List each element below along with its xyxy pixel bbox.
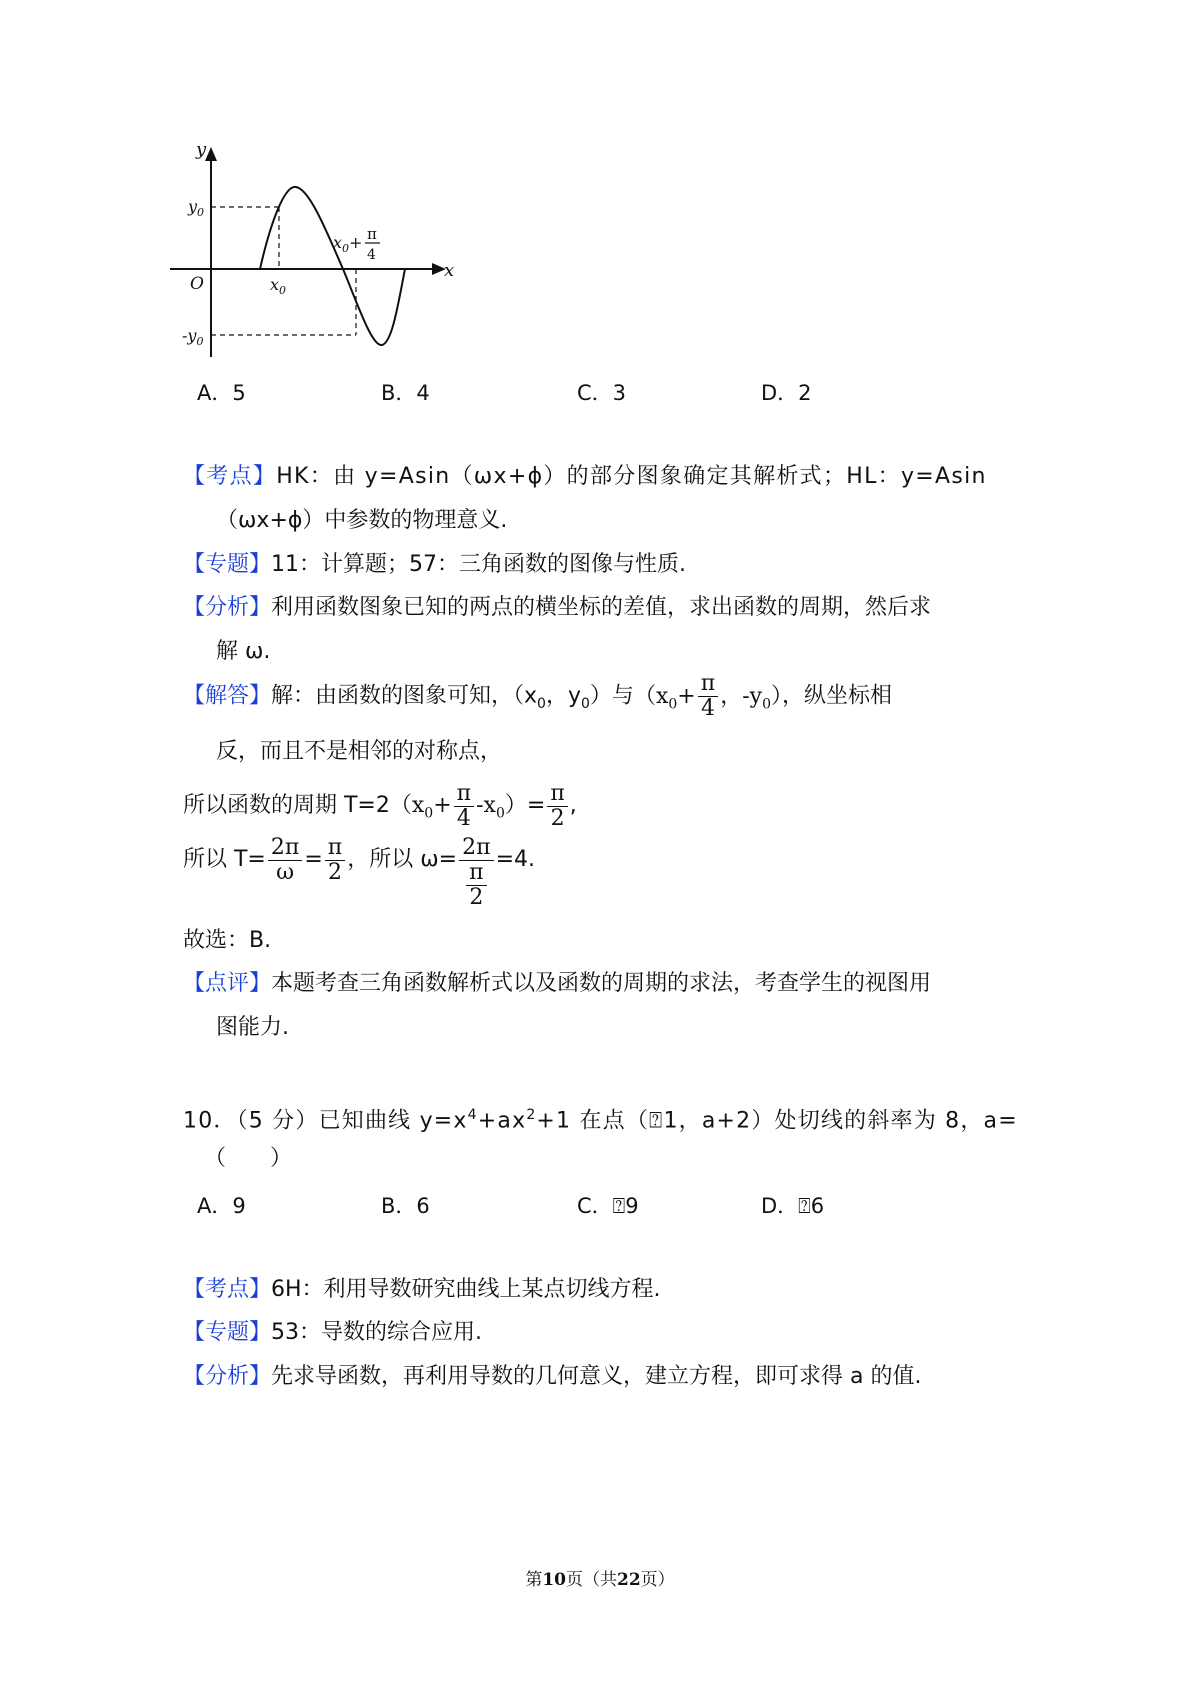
q10-option-d: D．⍰6 bbox=[761, 1194, 825, 1218]
q9-kaodian-line1 bbox=[183, 462, 987, 492]
q10-fenxi-text: 先求导函数，再利用导数的几何意义，建立方程，即可求得 a 的值. bbox=[271, 1364, 922, 1389]
q9-kaodian-line2: （ωx+ϕ）中参数的物理意义. bbox=[216, 508, 508, 533]
x0pi-num: π bbox=[367, 225, 377, 243]
sine-curve bbox=[260, 187, 405, 345]
q9-answer: 故选：B. bbox=[183, 928, 272, 953]
q9-dianping-line2: 图能力. bbox=[216, 1015, 289, 1040]
y-axis-label: y bbox=[196, 139, 207, 160]
q10-zhuanti bbox=[183, 1318, 482, 1348]
q10-option-c: C．⍰9 bbox=[577, 1194, 639, 1218]
dianping-tag: 【点评】 bbox=[183, 971, 272, 996]
x-axis-label: x bbox=[444, 260, 455, 281]
q9-option-d: D．2 bbox=[761, 381, 812, 405]
jieda-text-b: ，y bbox=[545, 683, 581, 709]
q9-jieda-line2: 反，而且不是相邻的对称点， bbox=[216, 739, 503, 764]
origin-label: O bbox=[190, 274, 204, 294]
q9-dianping-line1 bbox=[183, 969, 931, 999]
jieda-sub-a: 0 bbox=[537, 695, 546, 712]
q10-stem-line1: 10．（5 分）已知曲线 $y=x^4+ax^2+1$ 在点（⍰1，a+2）处切线的斜率为 8，a= bbox=[183, 1107, 1018, 1134]
q9-option-b: B．4 bbox=[381, 381, 430, 405]
q9-option-c: C．3 bbox=[577, 381, 627, 405]
q10-stem-line2: （ ） bbox=[204, 1146, 293, 1171]
sine-graph-figure bbox=[160, 135, 480, 385]
page-number: 10 bbox=[542, 1570, 566, 1590]
q9-omega-line: 所以 T= $\frac{2\pi}{\omega}$ = $\frac{\pi}{2}$ ，所以 ω= $\frac{2\pi}{\frac{\pi}{2}}$ =4. bbox=[183, 834, 536, 910]
q10-fenxi-tag: 【分析】 bbox=[183, 1364, 272, 1389]
kaodian-text: HK：由 y=Asin（ωx+ϕ）的部分图象确定其解析式；HL：y=Asin bbox=[276, 464, 987, 489]
dianping-text: 本题考查三角函数解析式以及函数的周期的求法，考查学生的视图用 bbox=[271, 971, 932, 996]
fenxi-tag: 【分析】 bbox=[183, 595, 272, 620]
jieda-text-c: ）与 bbox=[589, 683, 634, 709]
q9-period-line: 所以函数的周期 $T=2(x_0+$ $\frac{\pi}{4}$ $-x_0)=$ $\frac{\pi}{2}$ , bbox=[183, 780, 577, 831]
jieda-sub-b: 0 bbox=[581, 695, 590, 712]
q10-kaodian-text: 6H：利用导数研究曲线上某点切线方程. bbox=[271, 1277, 661, 1302]
y-axis-arrow bbox=[205, 147, 217, 161]
x0pi-den: 4 bbox=[367, 247, 376, 263]
fenxi-text: 利用函数图象已知的两点的横坐标的差值，求出函数的周期，然后求 bbox=[271, 595, 932, 620]
x0-plus-pi4-label: $x_0+$ bbox=[333, 233, 363, 255]
q9-fenxi-line2: 解 ω. bbox=[216, 639, 271, 664]
q10-zhuanti-text: 53：导数的综合应用. bbox=[271, 1320, 483, 1345]
q10-kaodian-tag: 【考点】 bbox=[183, 1277, 272, 1302]
q9-option-a: A．5 bbox=[197, 381, 246, 405]
q10-option-b: B．6 bbox=[381, 1194, 430, 1218]
page-total: 22 bbox=[617, 1570, 641, 1590]
q9-jieda-line1 bbox=[183, 672, 892, 726]
neg-y0-label: $-y_0$ bbox=[182, 326, 204, 348]
x0-label: $x_0$ bbox=[270, 275, 287, 297]
kaodian-tag: 【考点】 bbox=[183, 464, 277, 489]
y0-label: $y_0$ bbox=[188, 197, 205, 219]
zhuanti-text: 11：计算题；57：三角函数的图像与性质. bbox=[271, 552, 686, 577]
q10-option-a: A．9 bbox=[197, 1194, 246, 1218]
page-footer: 第10页（共22页） bbox=[525, 1570, 675, 1590]
jieda-tag: 【解答】 bbox=[183, 683, 272, 709]
q9-fenxi-line1 bbox=[183, 593, 931, 623]
q10-zhuanti-tag: 【专题】 bbox=[183, 1320, 272, 1345]
q10-fenxi bbox=[183, 1362, 921, 1392]
q10-kaodian bbox=[183, 1275, 661, 1305]
jieda-text-a: 解：由函数的图象可知，（x bbox=[271, 683, 538, 709]
jieda-point-formula: （$x_0+$ $\frac{\pi}{4}$ ，$-y_0$） bbox=[633, 671, 782, 721]
q9-zhuanti bbox=[183, 550, 686, 580]
zhuanti-tag: 【专题】 bbox=[183, 552, 272, 577]
jieda-text-d: ，纵坐标相 bbox=[782, 683, 893, 709]
